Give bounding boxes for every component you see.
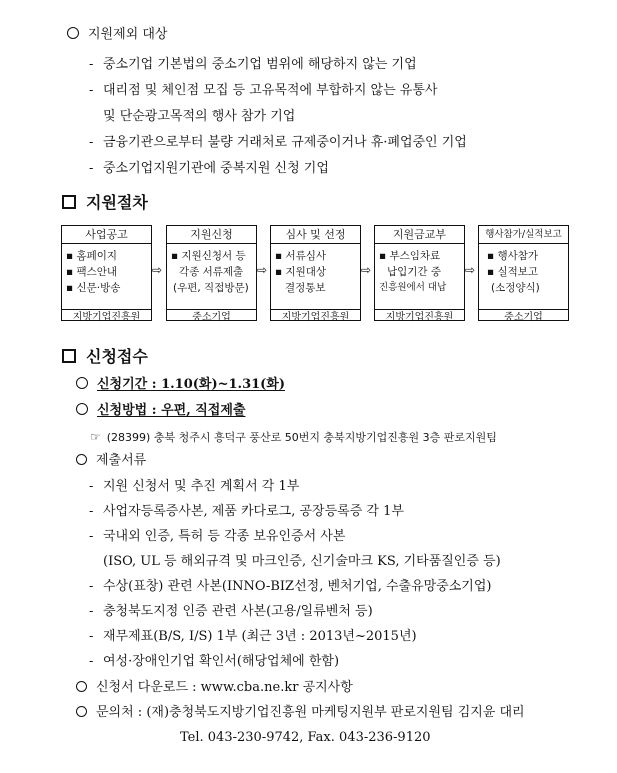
contact-phone: Tel. 043-230-9742, Fax. 043-236-9120: [180, 730, 431, 745]
procedure-step-3: 심사 및 선정 ▪ 서류심사 ▪ 지원대상 결정통보 지방기업진흥원: [270, 225, 361, 321]
document-item: - 국내외 인증, 특허 등 각종 보유인증서 사본: [89, 529, 346, 544]
arrow-right-icon: ⇨: [257, 263, 268, 277]
exclusion-title: 지원제외 대상: [67, 26, 167, 44]
circle-bullet-icon: [76, 681, 87, 692]
document-item-continued: (ISO, UL 등 해외규격 및 마크인증, 신기술마크 KS, 기타품질인증 등): [103, 554, 501, 569]
exclusion-item: - 중소기업지원기관에 중복지원 신청 기업: [89, 161, 329, 176]
circle-bullet-icon: [76, 377, 88, 389]
document-item: - 수상(표창) 관련 사본(INNO-BIZ선정, 벤처기업, 수출유망중소기업): [89, 579, 492, 594]
square-bullet-icon: [62, 195, 76, 209]
application-method: 신청방법 : 우편, 직접제출: [76, 402, 245, 420]
application-address: ☞ (28399) 충북 청주시 흥덕구 풍산로 50번지 충북지방기업진흥원 3층 판로지원팀: [90, 430, 497, 444]
circle-bullet-icon: [76, 403, 88, 415]
procedure-step-4: 지원금교부 ▪ 부스임차료 납입기간 중 진흥원에서 대납 지방기업진흥원: [374, 225, 465, 321]
document-item: - 재무제표(B/S, I/S) 1부 (최근 3년 : 2013년~2015년): [89, 629, 417, 644]
application-period: 신청기간 : 1.10(화)~1.31(화): [76, 376, 285, 394]
exclusion-item-continued: 및 단순광고목적의 행사 참가 기업: [103, 109, 296, 124]
application-heading: 신청접수: [62, 346, 148, 368]
arrow-right-icon: ⇨: [465, 263, 476, 277]
download-info: 신청서 다운로드 : www.cba.ne.kr 공지사항: [76, 679, 353, 697]
document-item: - 사업자등록증사본, 제품 카다로그, 공장등록증 각 1부: [89, 504, 404, 519]
square-bullet-icon: [62, 349, 76, 363]
circle-bullet-icon: [67, 27, 79, 39]
contact-info: 문의처 : (재)충청북도지방기업진흥원 마케팅지원부 판로지원팀 김지윤 대리: [76, 704, 525, 722]
exclusion-item: - 중소기업 기본법의 중소기업 범위에 해당하지 않는 기업: [89, 57, 417, 72]
document-item: - 여성·장애인기업 확인서(해당업체에 한함): [89, 654, 340, 669]
circle-bullet-icon: [76, 706, 87, 717]
arrow-right-icon: ⇨: [152, 263, 163, 277]
exclusion-item: - 대리점 및 체인점 모집 등 고유목적에 부합하지 않는 유통사: [89, 83, 438, 98]
procedure-step-5: 행사참가/실적보고 ▪ 행사참가 ▪ 실적보고 (소정양식) 중소기업: [478, 225, 569, 321]
pointing-hand-icon: ☞: [90, 430, 101, 444]
procedure-heading: 지원절차: [62, 192, 148, 214]
circle-bullet-icon: [76, 454, 87, 465]
documents-title: 제출서류: [76, 452, 146, 470]
arrow-right-icon: ⇨: [361, 263, 372, 277]
document-item: - 충청북도지정 인증 관련 사본(고용/일류벤처 등): [89, 604, 373, 619]
exclusion-item: - 금융기관으로부터 불량 거래처로 규제중이거나 휴·폐업중인 기업: [89, 135, 467, 150]
procedure-step-2: 지원신청 ▪ 지원신청서 등 각종 서류제출 (우편, 직접방문) 중소기업: [166, 225, 257, 321]
procedure-step-1: 사업공고 ▪ 홈페이지 ▪ 팩스안내 ▪ 신문·방송 지방기업진흥원: [61, 225, 152, 321]
document-item: - 지원 신청서 및 추진 계획서 각 1부: [89, 479, 300, 494]
